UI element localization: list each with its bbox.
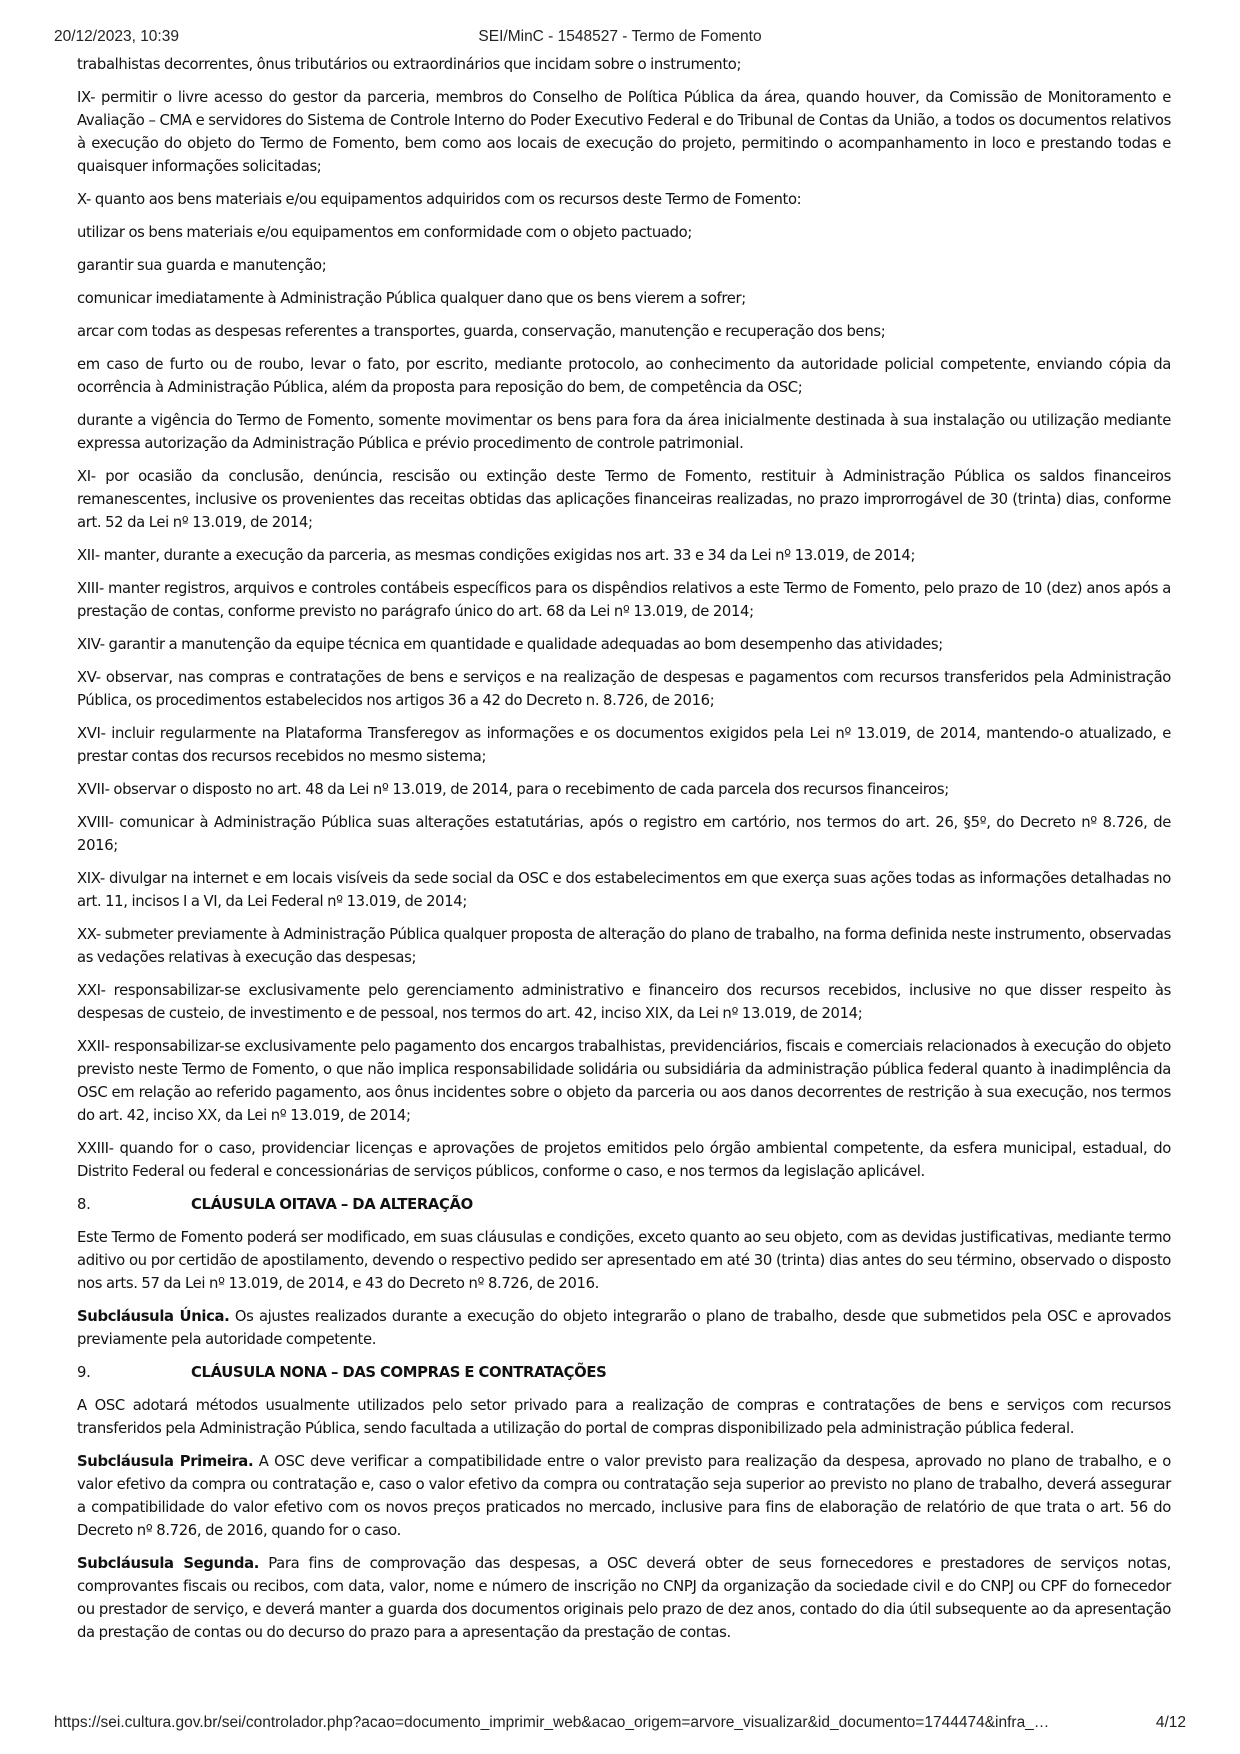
subclause-label: Subcláusula Primeira. bbox=[77, 1453, 254, 1470]
document-title: SEI/MinC - 1548527 - Termo de Fomento bbox=[478, 28, 762, 45]
paragraph: XV- observar, nas compras e contratações de bens e serviços e na realização de despesas e pagamentos com recursos transferidos pela Administração Pública, os procedimentos estabelecidos nos artigos 36 a 42 do Decreto n. 8.726, de 2016; bbox=[77, 669, 1171, 709]
subclause bbox=[77, 1305, 1171, 1351]
paragraph: X- quanto aos bens materiais e/ou equipamentos adquiridos com os recursos deste Termo de Fomento: bbox=[77, 191, 802, 208]
paragraph: XIX- divulgar na internet e em locais visíveis da sede social da OSC e dos estabelecimentos em que exerça suas ações todas as informações detalhadas no art. 11, incisos I a VI, da Lei Federal nº 13.019, de 2014; bbox=[77, 870, 1171, 910]
paragraph: IX- permitir o livre acesso do gestor da parceria, membros do Conselho de Política Pública da área, quando houver, da Comissão de Monitoramento e Avaliação – CMA e servidores do Sistema de Controle Interno do Poder Executivo Federal e do Tribunal de Contas da União, a todos os documentos relativos à execução do objeto do Termo de Fomento, bem como aos locais de execução do projeto, permitindo o acompanhamento in loco e prestando todas e quaisquer informações solicitadas; bbox=[77, 89, 1171, 175]
page-url: https://sei.cultura.gov.br/sei/controlador.php?acao=documento_imprimir_web&acao_origem=arvore_visualizar&id_documento=1744474&infra_… bbox=[54, 1714, 1050, 1731]
paragraph: garantir sua guarda e manutenção; bbox=[77, 257, 327, 274]
paragraph: XII- manter, durante a execução da parceria, as mesmas condições exigidas nos art. 33 e 34 da Lei nº 13.019, de 2014; bbox=[77, 547, 916, 564]
paragraph: XVI- incluir regularmente na Plataforma Transferegov as informações e os documentos exigidos pela Lei nº 13.019, de 2014, mantendo-o atualizado, e prestar contas dos recursos recebidos no mesmo sistema; bbox=[77, 725, 1171, 765]
paragraph: XXIII- quando for o caso, providenciar licenças e aprovações de projetos emitidos pelo órgão ambiental competente, da esfera municipal, estadual, do Distrito Federal ou federal e concessionárias de serviços públicos, conforme o caso, e nos termos da legislação aplicável. bbox=[77, 1140, 1171, 1180]
paragraph: XX- submeter previamente à Administração Pública qualquer proposta de alteração do plano de trabalho, na forma definida neste instrumento, observadas as vedações relativas à execução das despesas; bbox=[77, 926, 1171, 966]
paragraph: XXI- responsabilizar-se exclusivamente pelo gerenciamento administrativo e financeiro dos recursos recebidos, inclusive no que disser respeito às despesas de custeio, de investimento e de pessoal, nos termos do art. 42, inciso XIX, da Lei nº 13.019, de 2014; bbox=[77, 982, 1171, 1022]
paragraph: XIV- garantir a manutenção da equipe técnica em quantidade e qualidade adequadas ao bom desempenho das atividades; bbox=[77, 636, 943, 653]
paragraph: Este Termo de Fomento poderá ser modificado, em suas cláusulas e condições, exceto quanto ao seu objeto, com as devidas justificativas, mediante termo aditivo ou por certidão de apostilamento, devendo o respectivo pedido ser apresentado em até 30 (trinta) dias antes do seu término, observado o disposto nos arts. 57 da Lei nº 13.019, de 2014, e 43 do Decreto nº 8.726, de 2016. bbox=[77, 1229, 1171, 1292]
paragraph: trabalhistas decorrentes, ônus tributários ou extraordinários que incidam sobre o instrumento; bbox=[77, 56, 742, 73]
clause-title: CLÁUSULA OITAVA – DA ALTERAÇÃO bbox=[191, 1196, 473, 1213]
subclause-text: A OSC deve verificar a compatibilidade entre o valor previsto para realização da despesa, aprovado no plano de trabalho, e o valor efetivo da compra ou contratação e, caso o valor efetivo da compra ou contratação seja superior ao previsto no plano de trabalho, deverá assegurar a compatibilidade do valor efetivo com os novos preços praticados no mercado, inclusive para fins de elaboração de relatório de que trata o art. 56 do Decreto nº 8.726, de 2016, quando for o caso. bbox=[77, 1453, 1171, 1539]
print-header bbox=[54, 28, 1186, 50]
print-datetime: 20/12/2023, 10:39 bbox=[54, 28, 179, 45]
clause-heading-8 bbox=[77, 1193, 1171, 1216]
page-number: 4/12 bbox=[1155, 1714, 1186, 1731]
subclause-label: Subcláusula Única. bbox=[77, 1308, 230, 1325]
clause-heading-9 bbox=[77, 1361, 1171, 1384]
paragraph: XI- por ocasião da conclusão, denúncia, rescisão ou extinção deste Termo de Fomento, restituir à Administração Pública os saldos financeiros remanescentes, inclusive os provenientes das receitas obtidas das aplicações financeiras realizadas, no prazo improrrogável de 30 (trinta) dias, conforme art. 52 da Lei nº 13.019, de 2014; bbox=[77, 468, 1171, 531]
paragraph: XIII- manter registros, arquivos e controles contábeis específicos para os dispêndios relativos a este Termo de Fomento, pelo prazo de 10 (dez) anos após a prestação de contas, conforme previsto no parágrafo único do art. 68 da Lei nº 13.019, de 2014; bbox=[77, 580, 1171, 620]
paragraph: XXII- responsabilizar-se exclusivamente pelo pagamento dos encargos trabalhistas, previdenciários, fiscais e comerciais relacionados à execução do objeto previsto neste Termo de Fomento, o que não implica responsabilidade solidária ou subsidiária da administração pública federal quanto à inadimplência da OSC em relação ao referido pagamento, aos ônus incidentes sobre o objeto da parceria ou aos danos decorrentes de restrição à sua execução, nos termos do art. 42, inciso XX, da Lei nº 13.019, de 2014; bbox=[77, 1038, 1171, 1124]
print-footer bbox=[54, 1714, 1186, 1736]
clause-number: 8. bbox=[77, 1196, 91, 1213]
paragraph: durante a vigência do Termo de Fomento, somente movimentar os bens para fora da área inicialmente destinada à sua instalação ou utilização mediante expressa autorização da Administração Pública e prévio procedimento de controle patrimonial. bbox=[77, 412, 1171, 452]
paragraph: utilizar os bens materiais e/ou equipamentos em conformidade com o objeto pactuado; bbox=[77, 224, 692, 241]
paragraph: A OSC adotará métodos usualmente utilizados pelo setor privado para a realização de compras e contratações de bens e serviços com recursos transferidos pela Administração Pública, sendo facultada a utilização do portal de compras disponibilizado pela administração pública federal. bbox=[77, 1397, 1171, 1437]
subclause bbox=[77, 1450, 1171, 1542]
paragraph: arcar com todas as despesas referentes a transportes, guarda, conservação, manutenção e recuperação dos bens; bbox=[77, 323, 886, 340]
paragraph: comunicar imediatamente à Administração Pública qualquer dano que os bens vierem a sofrer; bbox=[77, 290, 746, 307]
subclause-label: Subcláusula Segunda. bbox=[77, 1555, 260, 1572]
subclause-text: Os ajustes realizados durante a execução do objeto integrarão o plano de trabalho, desde que submetidos pela OSC e aprovados previamente pela autoridade competente. bbox=[77, 1308, 1171, 1348]
subclause-text: Para fins de comprovação das despesas, a OSC deverá obter de seus fornecedores e prestadores de serviços notas, comprovantes fiscais ou recibos, com data, valor, nome e número de inscrição no CNPJ da organização da sociedade civil e do CNPJ ou CPF do fornecedor ou prestador de serviço, e deverá manter a guarda dos documentos originais pelo prazo de dez anos, contado do dia útil subsequente ao da apresentação da prestação de contas ou do decurso do prazo para a apresentação da prestação de contas. bbox=[77, 1555, 1172, 1641]
document-body bbox=[77, 53, 1171, 1654]
subclause bbox=[77, 1552, 1171, 1644]
paragraph: XVIII- comunicar à Administração Pública suas alterações estatutárias, após o registro em cartório, nos termos do art. 26, §5º, do Decreto nº 8.726, de 2016; bbox=[77, 814, 1171, 854]
paragraph: XVII- observar o disposto no art. 48 da Lei nº 13.019, de 2014, para o recebimento de cada parcela dos recursos financeiros; bbox=[77, 781, 949, 798]
paragraph: em caso de furto ou de roubo, levar o fato, por escrito, mediante protocolo, ao conhecimento da autoridade policial competente, enviando cópia da ocorrência à Administração Pública, além da proposta para reposição do bem, de competência da OSC; bbox=[77, 356, 1171, 396]
clause-title: CLÁUSULA NONA – DAS COMPRAS E CONTRATAÇÕES bbox=[191, 1364, 607, 1381]
clause-number: 9. bbox=[77, 1364, 91, 1381]
